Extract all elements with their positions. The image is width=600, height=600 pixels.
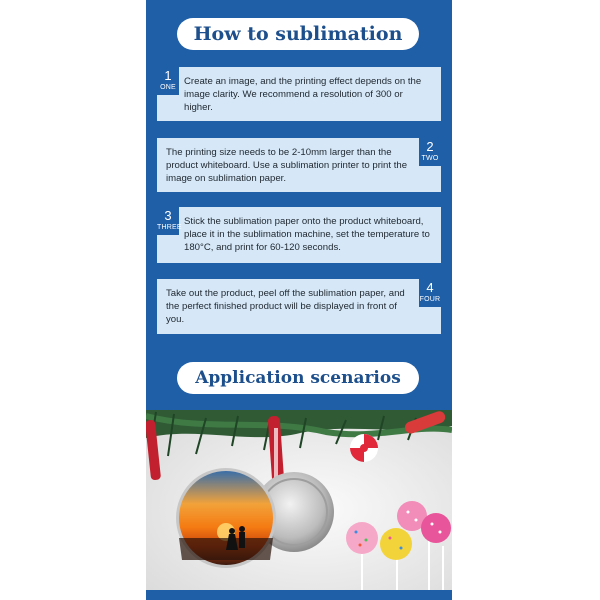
step-word: ONE — [160, 84, 176, 91]
step-badge-2 — [419, 138, 441, 166]
step-badge-3 — [157, 207, 182, 235]
step-card-2 — [157, 138, 441, 192]
step-word: TWO — [421, 155, 439, 162]
sunset-photo-badge — [176, 468, 276, 568]
step-number: 4 — [426, 280, 434, 295]
application-scene-photo — [146, 410, 452, 590]
step-word: FOUR — [419, 296, 441, 303]
step-badge-4 — [419, 279, 441, 307]
step-card-4 — [157, 279, 441, 334]
peppermint-candy — [350, 434, 378, 462]
instruction-panel — [146, 0, 452, 600]
scene-illustration — [146, 410, 452, 590]
step-text: Create an image, and the printing effect depends on the image clarity. We recommend a resolution of 300 or higher. — [184, 76, 422, 113]
step-number: 2 — [426, 139, 434, 154]
step-badge-1 — [157, 67, 179, 95]
step-word: THREE — [157, 224, 182, 231]
section-title-application-scenarios: Application scenarios — [177, 362, 419, 394]
step-number: 3 — [164, 208, 172, 223]
step-text: Stick the sublimation paper onto the product whiteboard, place it in the sublimation machine, set the temperature to 180°C, and print for 60-120 seconds. — [184, 216, 430, 253]
step-text: The printing size needs to be 2-10mm larger than the product whiteboard. Use a sublimation printer to print the image on sublimation paper. — [166, 147, 408, 184]
step-card-1 — [157, 67, 441, 121]
section-title-how-to: How to sublimation — [177, 18, 419, 50]
step-card-3 — [157, 207, 441, 263]
step-text: Take out the product, peel off the sublimation paper, and the perfect finished product will be displayed in front of you. — [166, 288, 405, 325]
step-number: 1 — [164, 68, 172, 83]
